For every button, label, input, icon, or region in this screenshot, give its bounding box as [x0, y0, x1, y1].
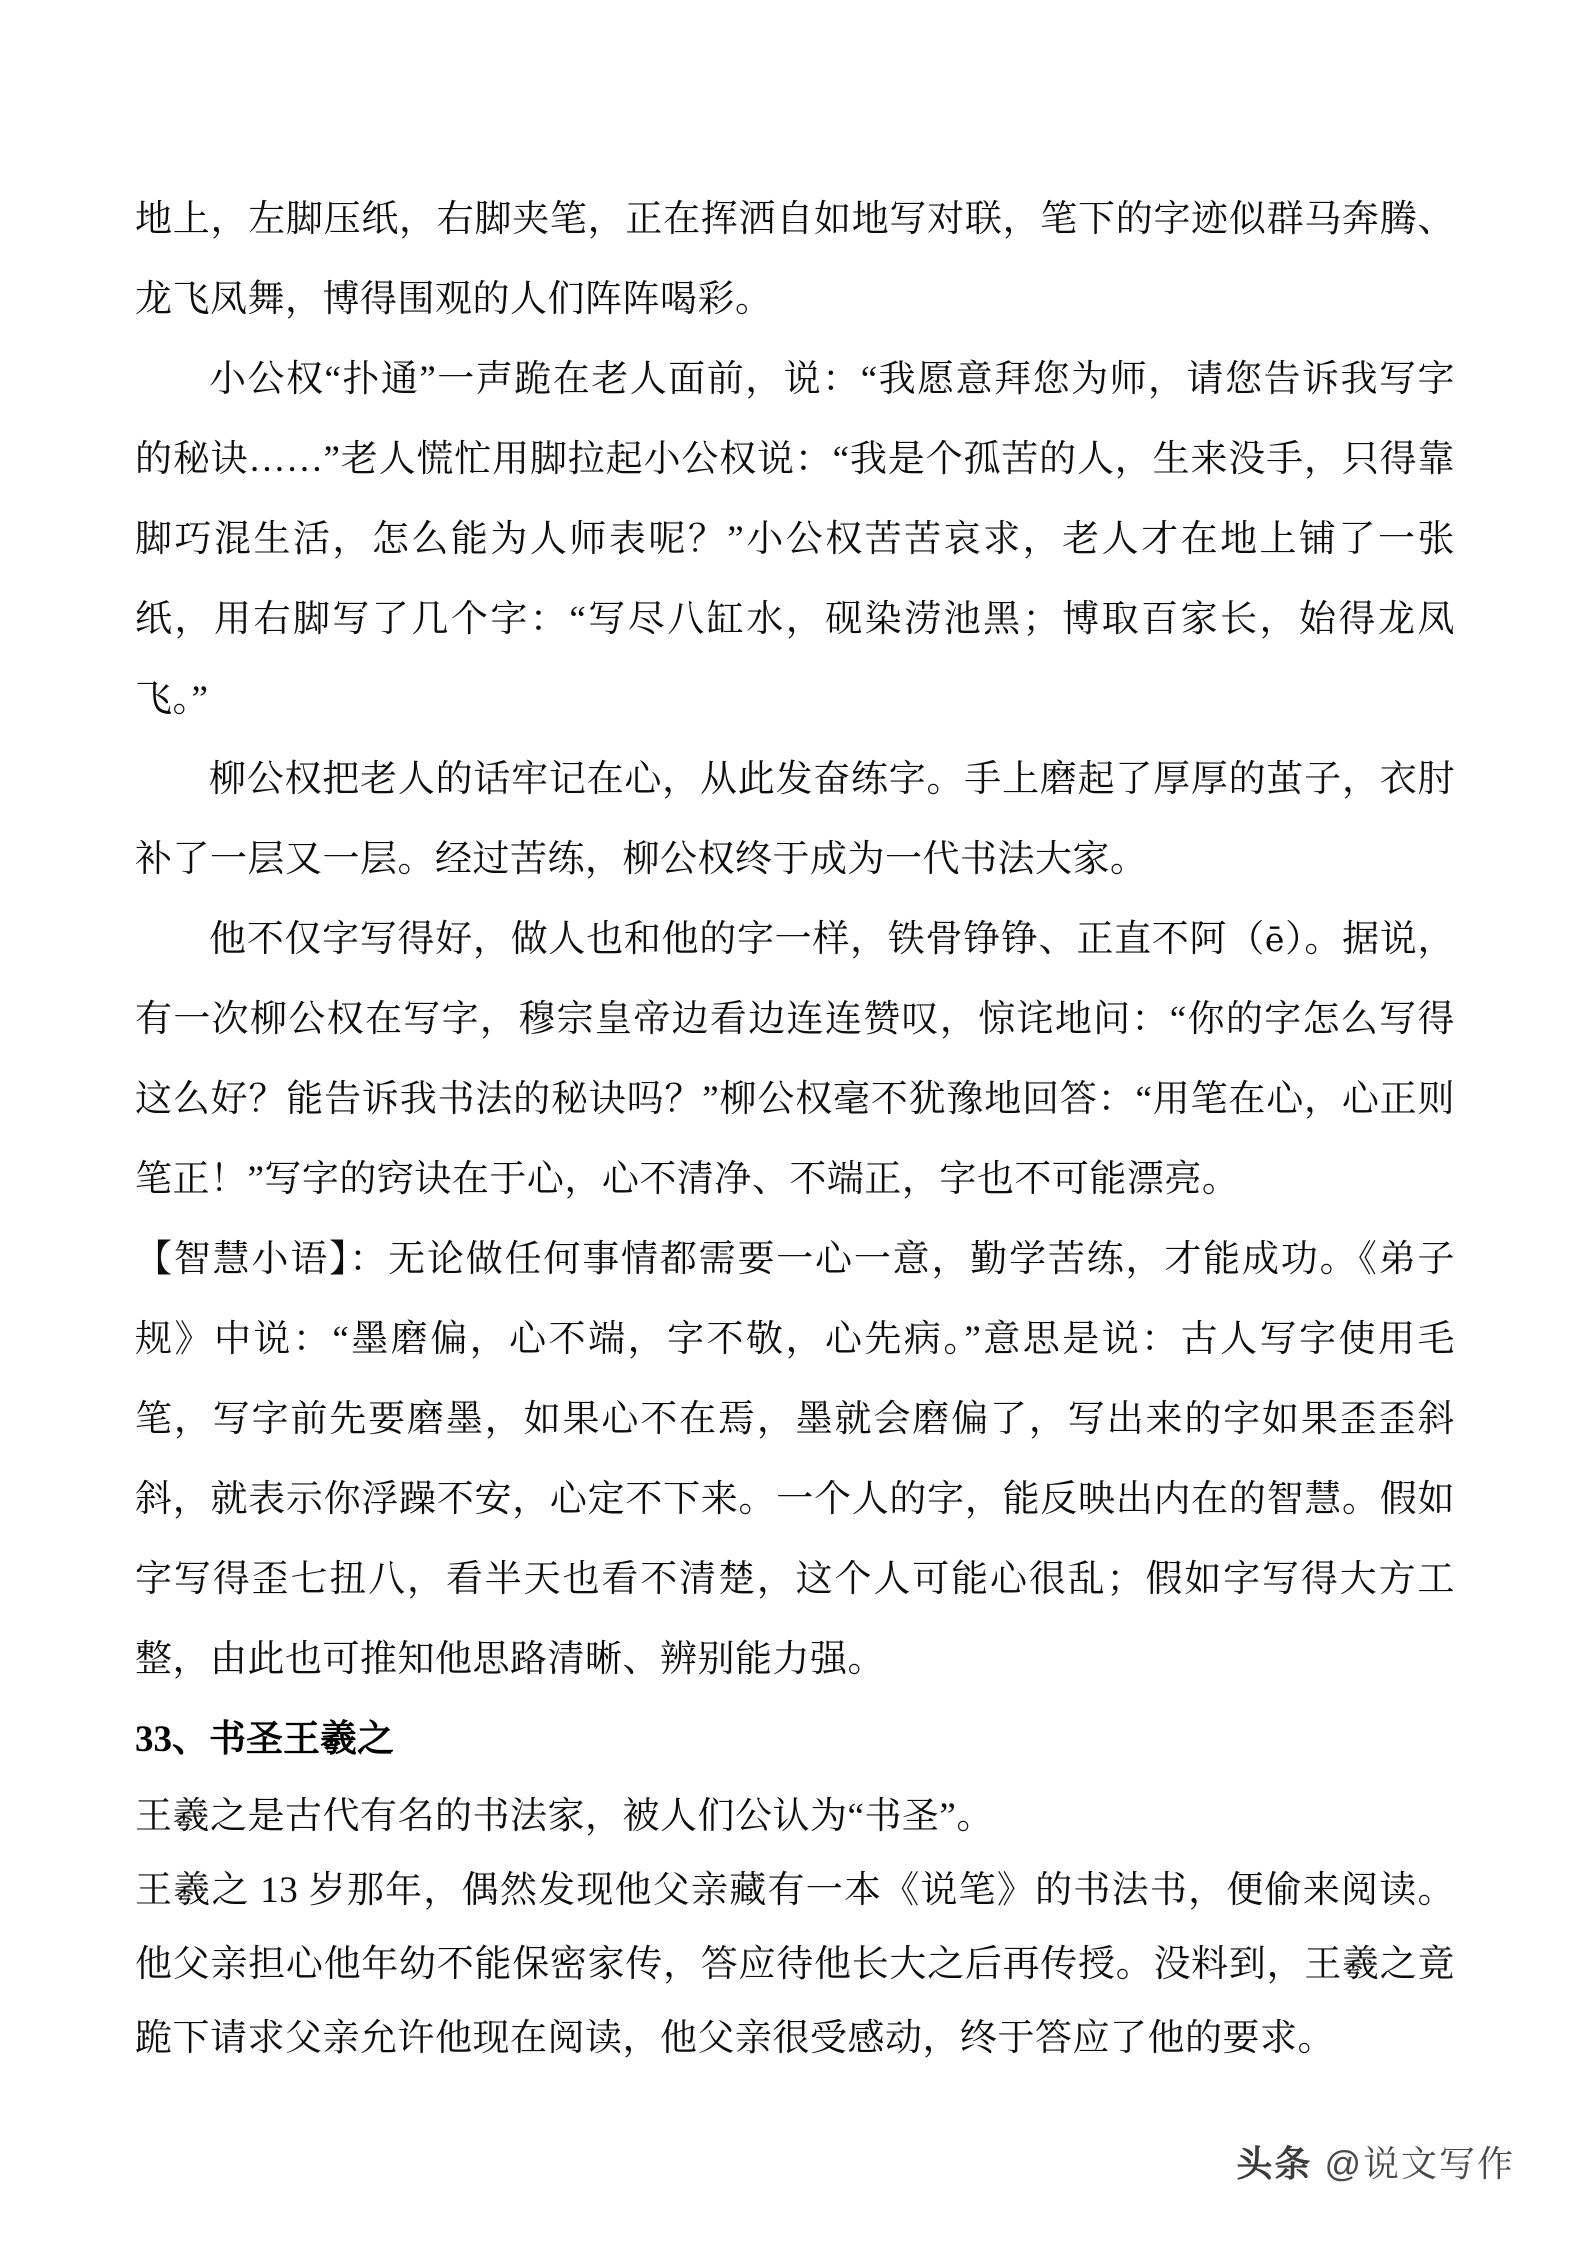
- paragraph-2: 小公权“扑通”一声跪在老人面前，说：“我愿意拜您为师，请您告诉我写字的秘诀……”老人慌忙用脚拉起小公权说：“我是个孤苦的人，生来没手，只得靠脚巧混生活，怎么能为人师表呢？”小公权苦苦哀求，老人才在地上铺了一张纸，用右脚写了几个字：“写尽八缸水，砚染涝池黑；博取百家长，始得龙凤飞。”: [135, 359, 1455, 720]
- watermark-handle: @说文写作: [1324, 2143, 1515, 2184]
- paragraph-1: 地上，左脚压纸，右脚夹笔，正在挥洒自如地写对联，笔下的字迹似群马奔腾、龙飞凤舞，博得围观的人们阵阵喝彩。: [135, 199, 1455, 320]
- document-body: [135, 180, 1455, 2076]
- paragraph-4: [135, 900, 1455, 1220]
- paragraph-4-tail: ）。据说，有一次柳公权在写字，穆宗皇帝边看边连连赞叹，惊诧地问：“你的字怎么写得这么好？能告诉我书法的秘诀吗？”柳公权毫不犹豫地回答：“用笔在心，心正则笔正！”写字的窍诀在于心，心不清净、不端正，字也不可能漂亮。: [135, 919, 1456, 1200]
- section-heading-33: 33、书圣王羲之: [135, 1719, 394, 1760]
- paragraph-3: 柳公权把老人的话牢记在心，从此发奋练字。手上磨起了厚厚的茧子，衣肘补了一层又一层。经过苦练，柳公权终于成为一代书法大家。: [135, 759, 1455, 880]
- pinyin-annotation: ē: [1264, 920, 1285, 959]
- paragraph-6: 王羲之是古代有名的书法家，被人们公认为“书圣”。: [135, 1796, 994, 1837]
- paragraph-7: 王羲之 13 岁那年，偶然发现他父亲藏有一本《说笔》的书法书，便偷来阅读。他父亲担心他年幼不能保密家传，答应待他长大之后再传授。没料到，王羲之竟跪下请求父亲允许他现在阅读，他父亲很受感动，终于答应了他的要求。: [135, 1870, 1455, 2059]
- watermark: [1236, 2136, 1515, 2187]
- paragraph-4-lead: 他不仅字写得好，做人也和他的字一样，铁骨铮铮、正直不阿（: [209, 919, 1265, 960]
- paragraph-wisdom-note: 【智慧小语】：无论做任何事情都需要一心一意，勤学苦练，才能成功。《弟子规》中说：“墨磨偏，心不端，字不敬，心先病。”意思是说：古人写字使用毛笔，写字前先要磨墨，如果心不在焉，墨就会磨偏了，写出来的字如果歪歪斜斜，就表示你浮躁不安，心定不下来。一个人的字，能反映出内在的智慧。假如字写得歪七扭八，看半天也看不清楚，这个人可能心很乱；假如字写得大方工整，由此也可推知他思路清晰、辨别能力强。: [135, 1239, 1455, 1680]
- watermark-brand: 头条: [1236, 2143, 1313, 2184]
